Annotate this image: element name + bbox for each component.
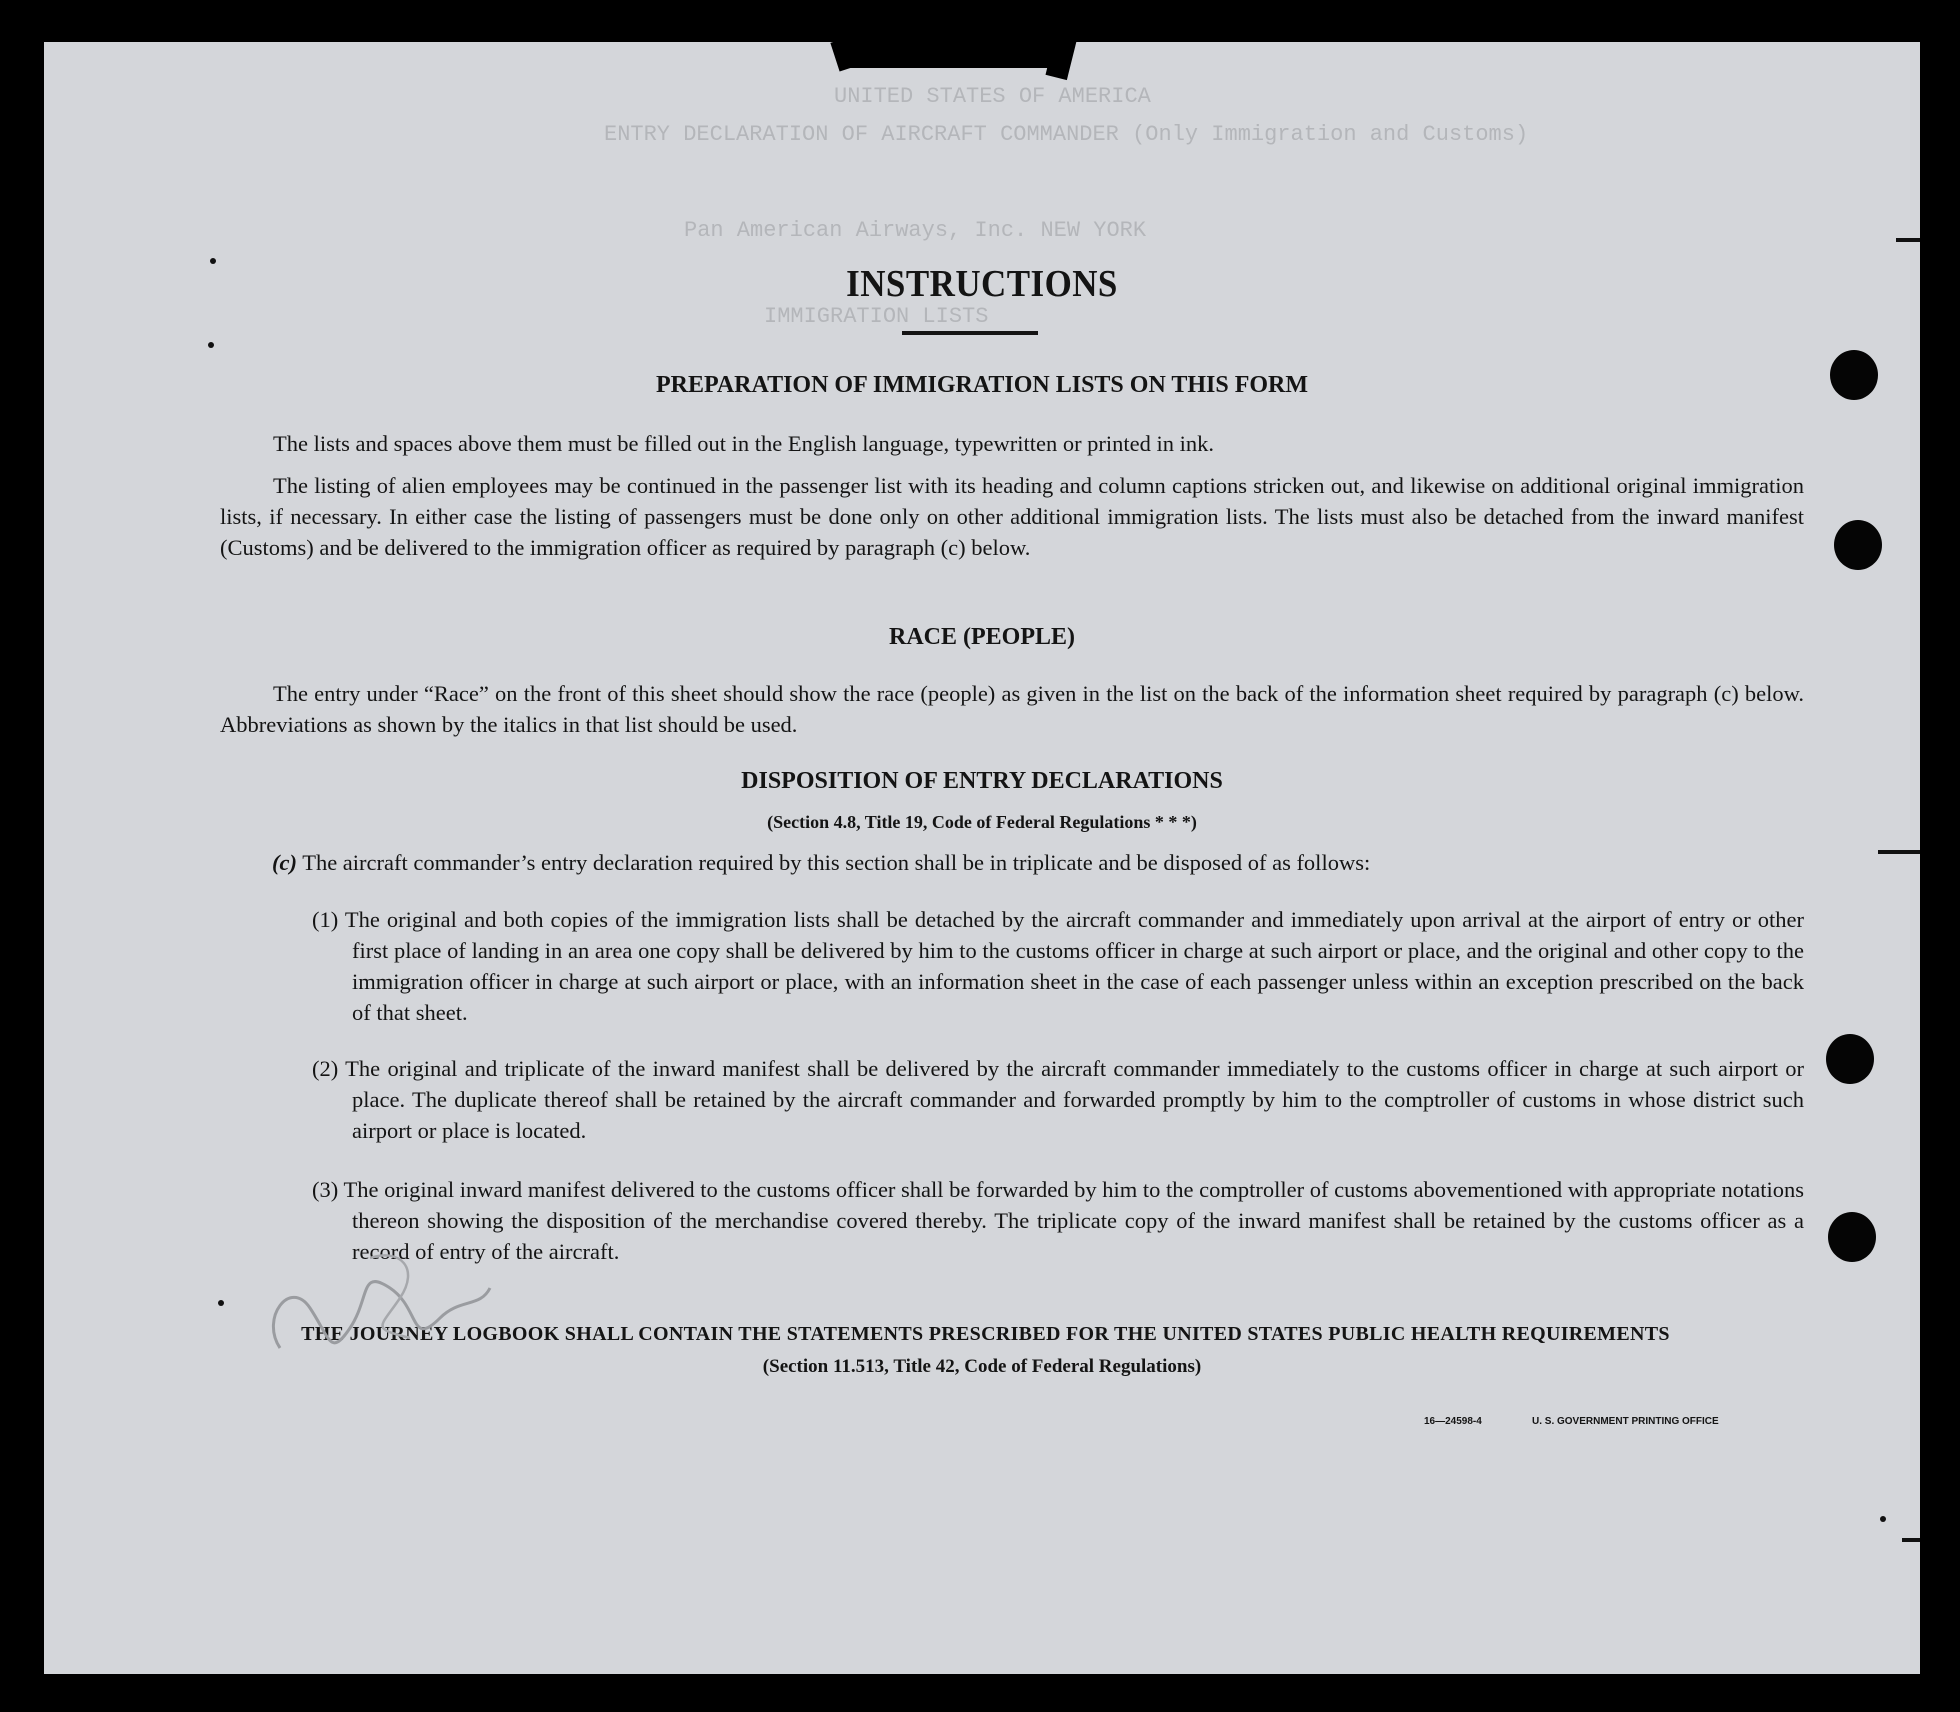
- form-number: 16—24598-4: [1424, 1416, 1482, 1427]
- disposition-heading: DISPOSITION OF ENTRY DECLARATIONS: [741, 768, 1223, 794]
- edge-tick: [1878, 850, 1920, 854]
- printer-imprint: U. S. GOVERNMENT PRINTING OFFICE: [1532, 1416, 1719, 1427]
- speck: [208, 342, 214, 348]
- bleed-through-line: Pan American Airways, Inc. NEW YORK: [684, 218, 1147, 243]
- item-text: The original and both copies of the immigration lists shall be detached by the aircraft commander and immediately upon arrival at the airport of entry or other first place of landing in an area one copy shall be delivered by him to the customs officer in charge at such airport or place, and the original and other copy to the immigration officer in charge at such airport or place, with an information sheet in the case of each passenger unless within an exception prescribed on the back of that sheet.: [344, 907, 1805, 1025]
- speck: [218, 1300, 224, 1306]
- list-marker: (2): [312, 1056, 339, 1081]
- preparation-paragraph-2: The listing of alien employees may be continued in the passenger list with its heading and column captions stricken out, and likewise on additional original immigration lists, if necessary. In either case the listing of passengers must be done only on other additional immigration lists. The lists must also be detached from the inward manifest (Customs) and be delivered to the immigration officer as required by paragraph (c) below.: [220, 473, 1804, 560]
- page-title: INSTRUCTIONS: [846, 263, 1118, 305]
- lead-text: The aircraft commander’s entry declaration required by this section shall be in triplicate and be disposed of as follows:: [302, 850, 1371, 875]
- speck: [1880, 1516, 1886, 1522]
- preparation-paragraph-1: The lists and spaces above them must be filled out in the English language, typewritten or printed in ink.: [273, 431, 1215, 456]
- disposition-item-3: [312, 1174, 1804, 1267]
- race-heading: RACE (PEOPLE): [889, 624, 1075, 650]
- bleed-through-line: IMMIGRATION LISTS: [764, 304, 989, 329]
- edge-tick: [1902, 1538, 1920, 1542]
- disposition-lead: [272, 847, 1804, 878]
- punch-hole: [1826, 1034, 1874, 1084]
- item-text: The original and triplicate of the inward manifest shall be delivered by the aircraft commander immediately to the customs officer in charge at such airport or place. The duplicate thereof shall be retained by the aircraft commander and forwarded promptly by him to the comptroller of customs in whose district such airport or place is located.: [345, 1056, 1804, 1143]
- punch-hole: [1834, 520, 1882, 570]
- list-marker: (c): [272, 850, 297, 875]
- list-marker: (3): [312, 1177, 339, 1202]
- bleed-through-line: UNITED STATES OF AMERICA: [834, 84, 1151, 109]
- document-page: [44, 42, 1920, 1674]
- disposition-citation: (Section 4.8, Title 19, Code of Federal Regulations * * *): [767, 812, 1197, 832]
- race-paragraph: The entry under “Race” on the front of this sheet should show the race (people) as given in the list on the back of the information sheet required by paragraph (c) below. Abbreviations as shown by the italics in that list should be used.: [220, 681, 1804, 737]
- preparation-heading: PREPARATION OF IMMIGRATION LISTS ON THIS FORM: [655, 372, 1309, 398]
- disposition-item-1: [312, 904, 1804, 1028]
- item-text: The original inward manifest delivered to the customs officer shall be forwarded by him to the comptroller of customs abovementioned with appropriate notations thereon showing the disposition of the merchandise covered thereby. The triplicate copy of the inward manifest shall be retained by the customs officer as a record of entry of the aircraft.: [343, 1177, 1805, 1264]
- health-citation: (Section 11.513, Title 42, Code of Federal Regulations): [762, 1356, 1202, 1377]
- title-rule: [902, 331, 1038, 335]
- disposition-item-2: [312, 1053, 1804, 1146]
- bleed-through-line: ENTRY DECLARATION OF AIRCRAFT COMMANDER (Only Immigration and Customs): [604, 122, 1529, 147]
- health-statement: THE JOURNEY LOGBOOK SHALL CONTAIN THE STATEMENTS PRESCRIBED FOR THE UNITED STATES PUBLIC HEALTH REQUIREMENTS: [301, 1323, 1670, 1345]
- list-marker: (1): [312, 907, 339, 932]
- edge-tick: [1896, 238, 1920, 242]
- signature-bleed-through: [250, 1238, 500, 1368]
- punch-hole: [1828, 1212, 1876, 1262]
